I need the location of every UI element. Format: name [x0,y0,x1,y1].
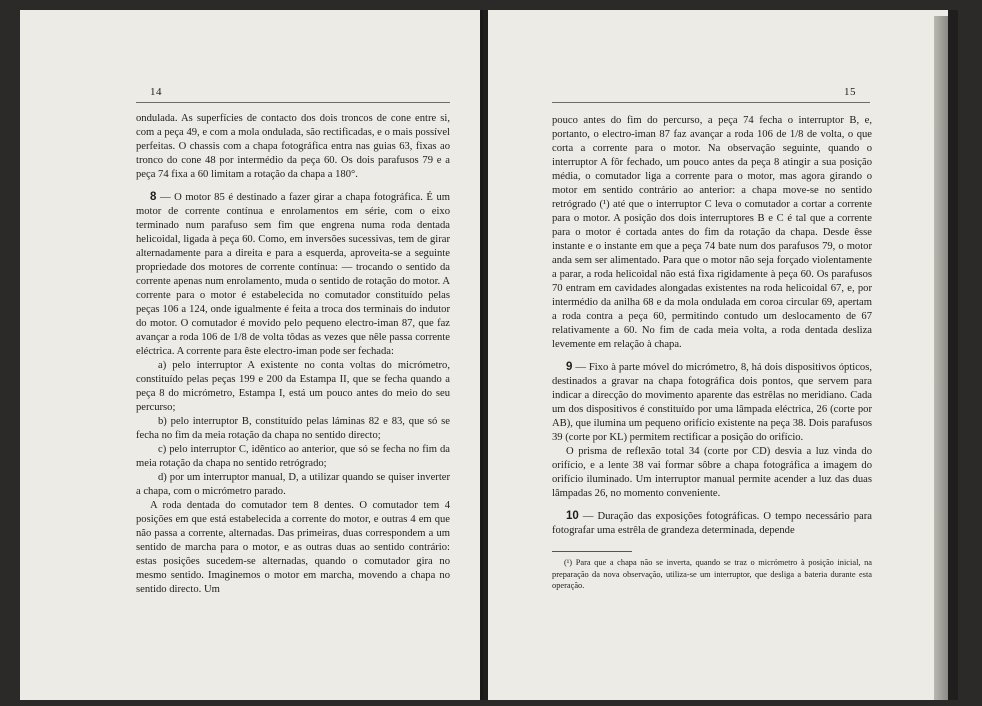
page-edge [934,16,948,700]
list-item: b) pelo interruptor B, constituído pelas láminas 82 e 83, que só se fecha no fim da meia rotação da chapa no sentido directo; [136,416,450,441]
section-number: 10 [566,510,579,522]
header-rule [552,102,870,103]
page-number: 14 [150,86,162,98]
left-page [20,10,483,700]
footnote [552,557,872,592]
book-spread [20,10,958,700]
section-paragraph [552,509,872,538]
paragraph: pouco antes do fim do percurso, a peça 74 fecha o interruptor B, e, portanto, o electro-iman 87 faz avançar a roda 106 de 1/8 de volta, o que corta a corrente para o motor. Na observação seguinte, quando o interruptor A fôr fechado, um pouco antes da peça 8 atingir a sua posição média, o comutador liga a corrente para o motor, mas agora girando o motor em sentido contrário ao anterior: a chapa move-se no sentido retrógrado (¹) até que o interruptor C leva o comutador a cortar a corrente para o motor. A posição dos dois interruptores B e C é tal que a corrente para o motor é cortada antes do fim da rotação da chapa. Desde êsse instante e o instante em que a peça 74 bate num dos parafusos 79, o motor anda sem ser alimentado. Para que o motor não seja forçado violentamente a parar, a roda helicoidal não está fixa rigidamente à peça 60. Os parafusos 70 entram em cavidades alongadas existentes na roda helicoidal 67, e, por intermédio da anilha 68 e da mola ondulada em coroa circular 69, apertam a roda contra a peça 60, permitindo contudo um deslocamento de 67 relativamente a 60. No fim de cada meia volta, a roda dentada desliza levemente em relação à chapa. [552,115,872,350]
right-page [488,10,948,700]
right-page-text [552,114,872,538]
section-number: 9 [566,361,573,373]
footnote-rule [552,551,632,552]
header-rule [136,102,450,103]
section-text: — Duração das exposições fotográficas. O tempo necessário para fotografar uma estrêla de grandeza determinada, depende [552,511,872,536]
left-page-text [136,112,450,597]
section-text: — Fixo à parte móvel do micrómetro, 8, há dois dispositivos ópticos, destinados a gravar na chapa fotográfica dois pontos, que servem para indicar a direcção do movimento aparente das estrêlas no meridiano. Cada um dos dispositivos é constituído por uma lâmpada eléctrica, 26 (corte por AB), que ilumina um pequeno orifício existente na peça 38. Dois parafusos 39 (corte por KL) permitem rectificar a posição do orifício. [552,362,872,443]
list-item: a) pelo interruptor A existente no conta voltas do micrómetro, constituído pelas peças 199 e 200 da Estampa II, que se fecha quando a peça 8 do micrómetro, Estampa I, está um pouco antes do meio do seu percurso; [136,360,450,413]
page-number: 15 [844,86,856,98]
list-item: c) pelo interruptor C, idêntico ao anterior, que só se fecha no fim da meia rotação da chapa no sentido retrógrado; [136,444,450,469]
paragraph: A roda dentada do comutador tem 8 dentes. O comutador tem 4 posições em que está estabelecida a corrente do motor, e outras 4 em que não passa a corrente, alternadas. Das primeiras, duas correspondem a um sentido de marcha para o motor, e as outras duas ao sentido contrário: estas posições sucedem-se alternadas, quando o comutador gira no mesmo sentido. Imaginemos o motor em marcha, movendo a chapa no sentido directo. Um [136,500,450,595]
section-text: — O motor 85 é destinado a fazer girar a chapa fotográfica. É um motor de corrente contínua e enrolamentos em série, com o eixo terminado num parafuso sem fim que engrena numa roda dentada helicoidal, ligada à peça 60. Como, em inversões sucessivas, tem de girar alternadamente para a direita e para a esquerda, aproveita-se a seguinte propriedade dos motores de corrente contínua: — trocando o sentido da corrente apenas num enrolamento, muda o sentido de rotação do motor. A corrente para o motor é estabelecida no comutador constituído pelas peças 106 a 124, onde igualmente é feita a troca dos terminais do indutor do motor. O comutador é movido pelo pequeno electro-iman 87, que faz avançar a roda 106 de 1/8 de volta tôdas as vezes que nêle passa corrente eléctrica. A corrente para êste electro-iman pode ser fechada: [136,192,450,357]
section-paragraph [552,360,872,445]
paragraph: O prisma de reflexão total 34 (corte por CD) desvia a luz vinda do orifício, e a lente 38 vai formar sôbre a chapa fotográfica a imagem do orifício iluminado. Um interruptor manual permite acender a luz das duas lâmpadas 26, no momento conveniente. [552,446,872,499]
section-number: 8 [150,191,157,203]
footnote-text: (¹) Para que a chapa não se inverta, quando se traz o micrómetro à posição inicial, na preparação da nova observação, utiliza-se um interruptor, que desliga a bateria durante esta operação. [552,558,872,590]
list-item: d) por um interruptor manual, D, a utilizar quando se quiser inverter a chapa, com o micrómetro parado. [136,472,450,497]
section-paragraph [136,190,450,359]
paragraph: ondulada. As superfícies de contacto dos dois troncos de cone entre si, com a peça 49, e com a mola ondulada, são rectificadas, e o mais possível perfeitas. O chassis com a chapa fotográfica entra nas guias 63, fixas ao tronco do cone 48 por intermédio da peça 60. Os dois parafusos 79 e a peça 74 fixa a 60 limitam a rotação da chapa a 180°. [136,113,450,180]
